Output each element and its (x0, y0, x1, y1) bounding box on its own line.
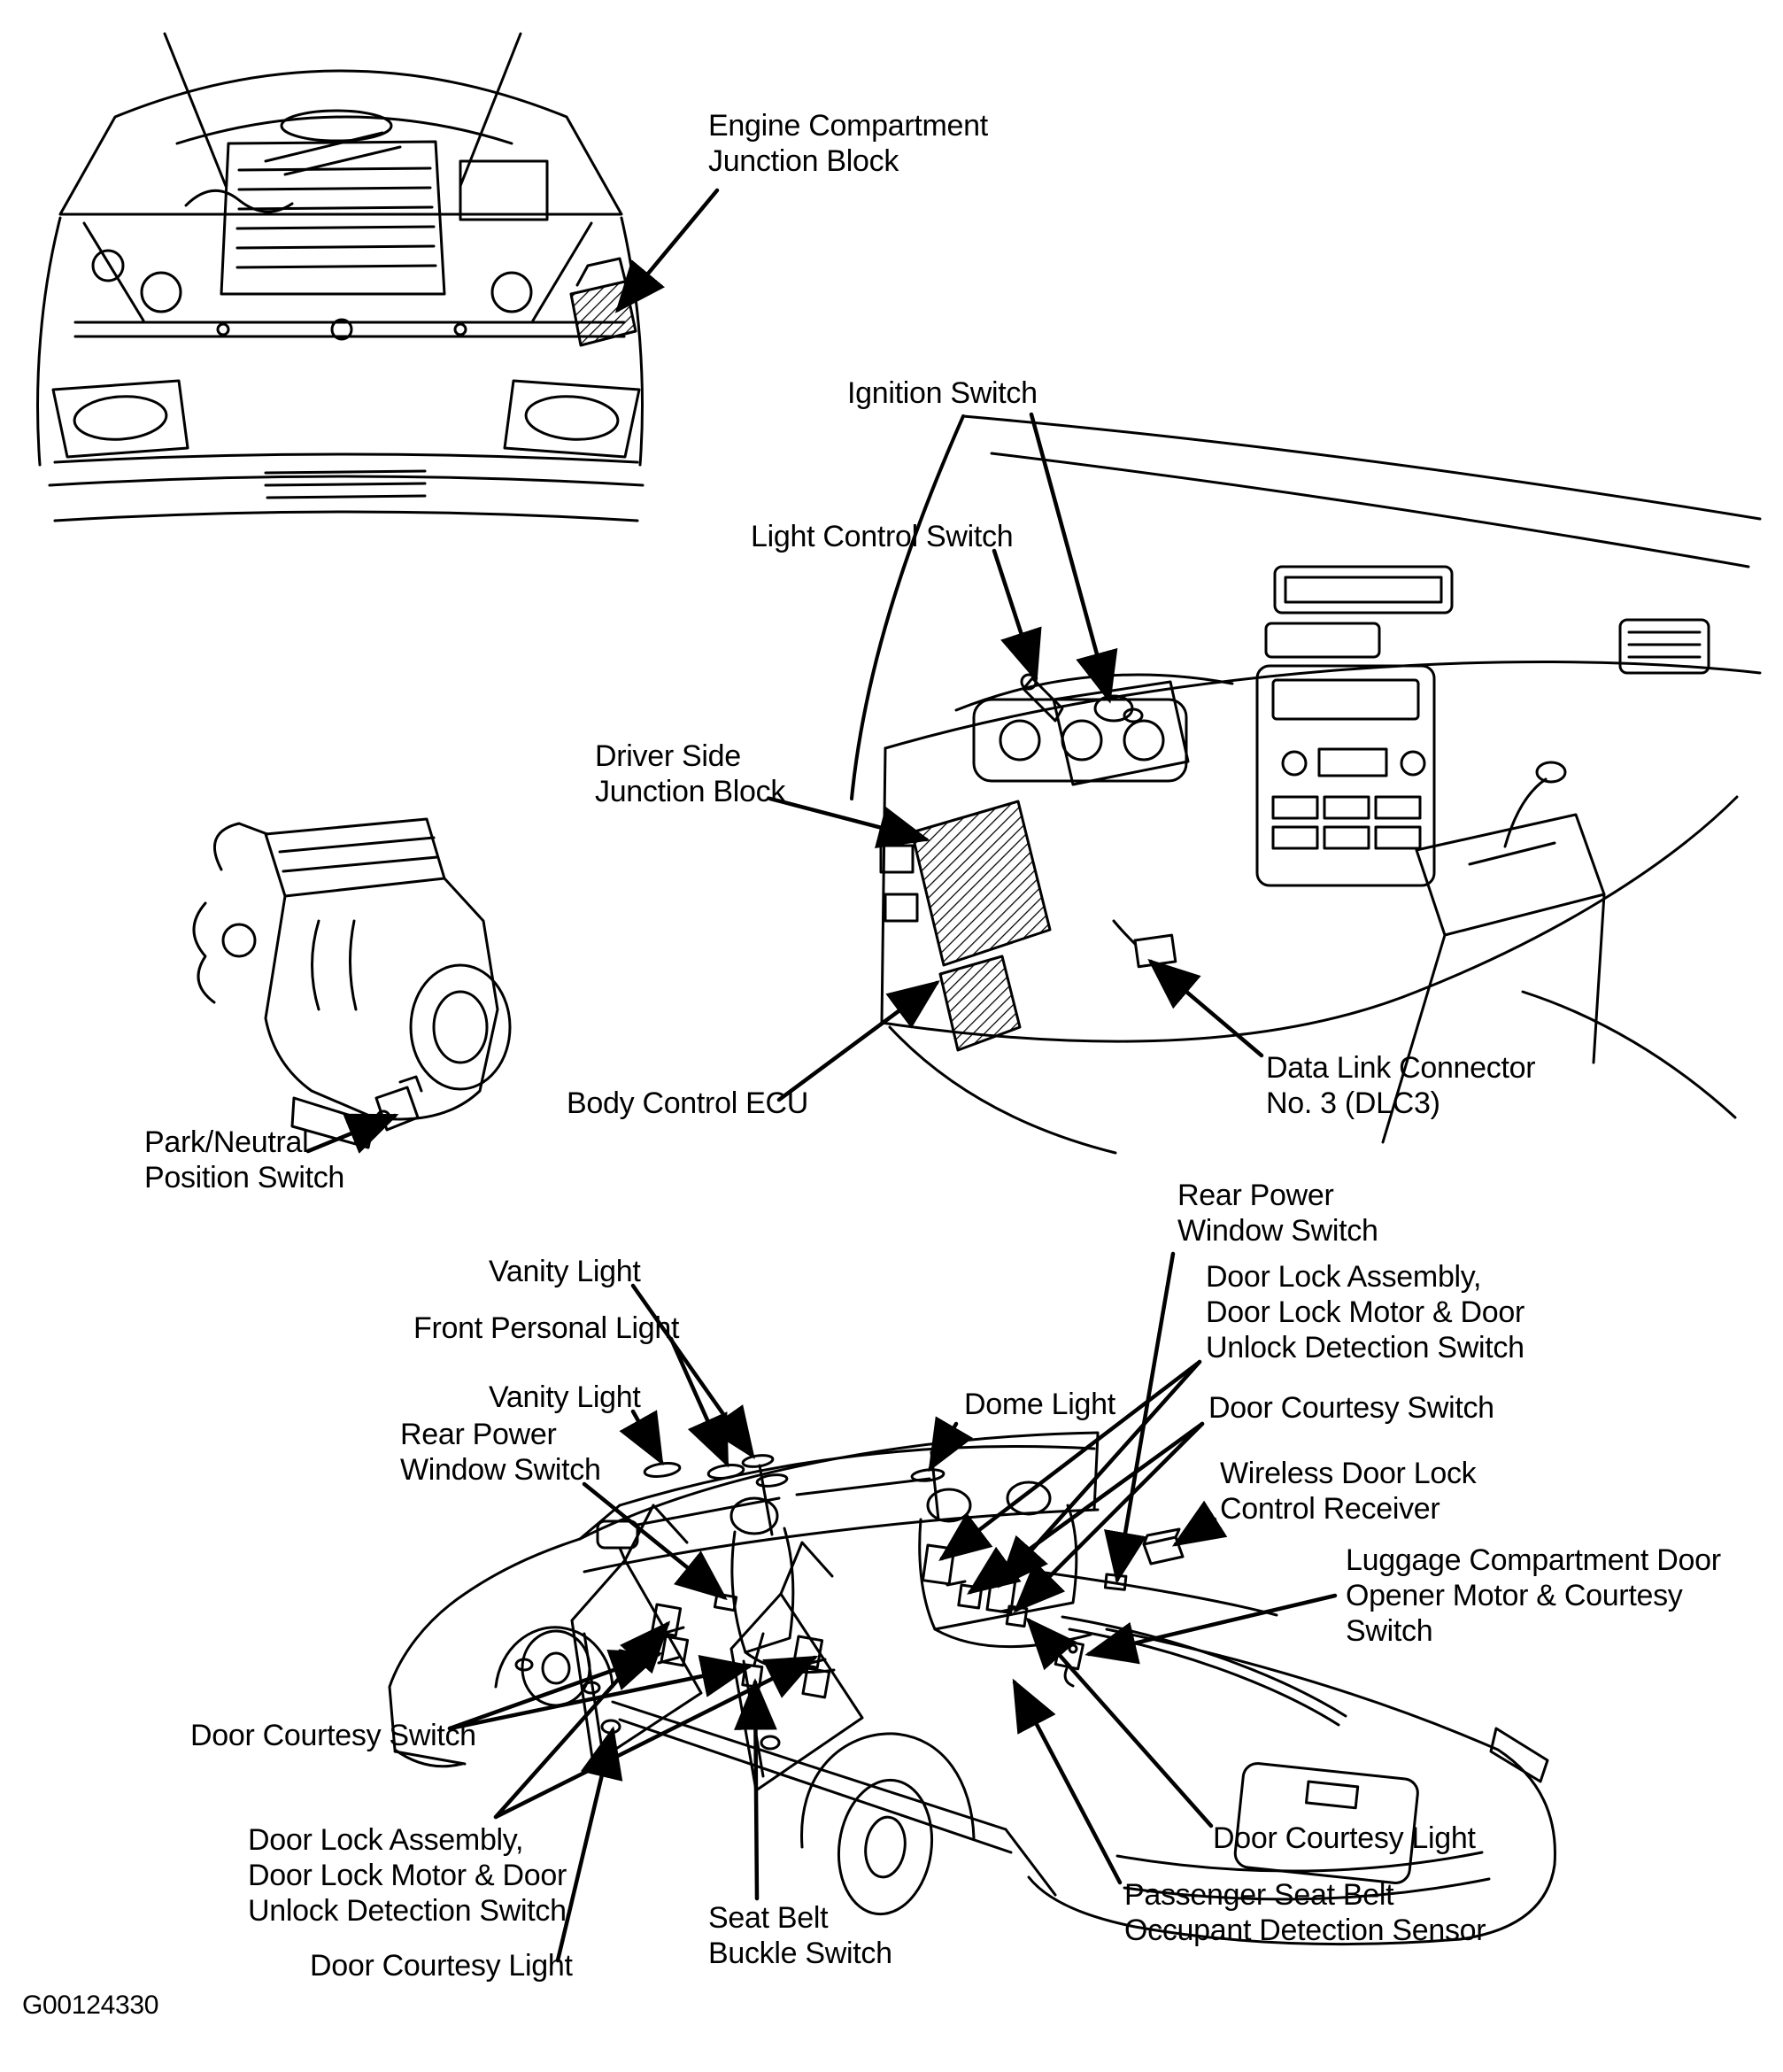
label-front-personal-light: Front Personal Light (413, 1311, 680, 1345)
arrow-door-lock-assembly-left-1 (496, 1624, 668, 1817)
label-door-courtesy-switch-left: Door Courtesy Switch (190, 1719, 476, 1752)
label-door-courtesy-light-left: Door Courtesy Light (310, 1949, 573, 1983)
arrow-luggage-opener (1089, 1596, 1335, 1654)
label-park-neutral-position-switch: Park/Neutral Position Switch (144, 1125, 345, 1194)
arrow-passenger-seat-belt-sensor (1015, 1682, 1120, 1883)
label-body-control-ecu: Body Control ECU (567, 1086, 808, 1120)
driver-side-junction-block-part (881, 801, 1050, 965)
label-wireless-door-lock-receiver: Wireless Door Lock Control Receiver (1220, 1457, 1477, 1526)
arrow-front-personal-light (671, 1339, 727, 1464)
front-personal-light-part (707, 1463, 745, 1480)
label-data-link-connector: Data Link Connector No. 3 (DLC3) (1266, 1051, 1536, 1120)
arrow-door-courtesy-light-right (1029, 1620, 1211, 1826)
label-door-courtesy-switch-right: Door Courtesy Switch (1208, 1391, 1494, 1425)
label-ignition-switch: Ignition Switch (847, 376, 1038, 410)
label-rear-power-window-switch-right: Rear Power Window Switch (1177, 1179, 1378, 1248)
arrow-wireless-receiver (1176, 1519, 1215, 1544)
wireless-receiver-part (1144, 1529, 1183, 1564)
arrow-ignition-switch (1031, 414, 1109, 700)
arrow-body-control-ecu (779, 983, 937, 1100)
label-vanity-light-2: Vanity Light (489, 1380, 641, 1414)
label-passenger-seat-belt-sensor: Passenger Seat Belt Occupant Detection Sensor (1124, 1878, 1486, 1947)
label-rear-power-window-switch-left: Rear Power Window Switch (400, 1418, 601, 1487)
arrow-rear-power-window-switch-left (584, 1484, 724, 1597)
vanity-light-part (644, 1461, 681, 1478)
door-courtesy-light-part (761, 1736, 779, 1749)
engine-bay-illustration (38, 34, 643, 521)
label-luggage-compartment-opener: Luggage Compartment Door Opener Motor & Courtesy Switch (1346, 1543, 1721, 1648)
engine-transmission-illustration (194, 819, 510, 1148)
arrow-vanity-light-2 (633, 1411, 661, 1462)
label-vanity-light-1: Vanity Light (489, 1255, 641, 1288)
label-engine-compartment-junction-block: Engine Compartment Junction Block (708, 109, 988, 178)
label-dome-light: Dome Light (964, 1388, 1115, 1421)
arrow-dome-light (930, 1424, 956, 1468)
label-door-lock-assembly-left: Door Lock Assembly, Door Lock Motor & Door Unlock Detection Switch (248, 1823, 567, 1928)
arrow-light-control-switch (994, 551, 1036, 678)
dlc3-connector-part (1114, 921, 1176, 967)
arrow-seat-belt-buckle-switch (755, 1682, 757, 1898)
label-driver-side-junction-block: Driver Side Junction Block (595, 739, 786, 808)
label-seat-belt-buckle-switch: Seat Belt Buckle Switch (708, 1901, 892, 1970)
arrow-engine-junction-block (618, 190, 717, 310)
arrow-driver-side-junction-block (770, 799, 926, 839)
label-door-courtesy-light-right: Door Courtesy Light (1213, 1821, 1476, 1855)
label-light-control-switch: Light Control Switch (751, 520, 1014, 553)
figure-id: G00124330 (22, 1991, 159, 2020)
label-door-lock-assembly-right: Door Lock Assembly, Door Lock Motor & Door Unlock Detection Switch (1206, 1260, 1524, 1365)
rear-door-open (714, 1542, 862, 1790)
